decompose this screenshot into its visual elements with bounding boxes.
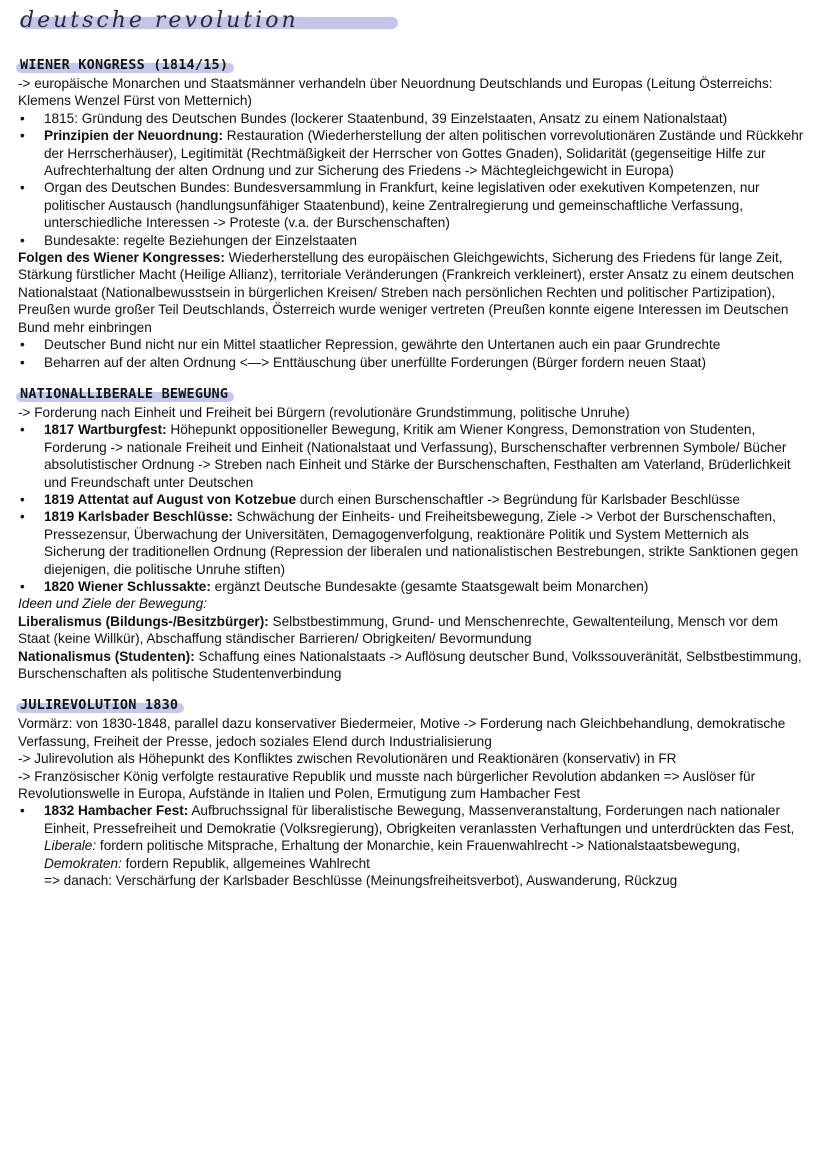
list-item: • 1819 Karlsbader Beschlüsse: Schwächung der Einheits- und Freiheitsbewegung, Ziele -> Verbot der Burschenschaften, Pressezensur, Überwachung der Universitäten, Demagogenverfolgung, reaktionäre Politik und System Metternich als Sicherung der traditionellen Ordnung (Repression der liberalen und nationalistischen Bestrebungen, strikte Sanktionen gegen diejenigen, die politische Unruhe stiften) bbox=[18, 508, 808, 578]
list-item: • Prinzipien der Neuordnung: Restauration (Wiederherstellung der alten politischen vorrevolutionären Zustände und Rückkehr der Herrscherhäuser), Legitimität (Rechtmäßigkeit der Herrscher von Gottes Gnaden), Solidarität (gegenseitige Hilfe zur Aufrechterhaltung der alten Ordnung und zur Sicherung des Friedens -> Mächtegleichgewicht in Europa) bbox=[18, 127, 808, 179]
list-item: • Beharren auf der alten Ordnung <—> Enttäuschung über unerfüllte Forderungen (Bürger fordern neuen Staat) bbox=[18, 354, 808, 371]
section-wiener-kongress bbox=[18, 56, 808, 371]
list-item: • Organ des Deutschen Bundes: Bundesversammlung in Frankfurt, keine legislativen oder exekutiven Kompetenzen, nur politischer Austausch (handlungsunfähiger Staatenbund), keine Zentralregierung und gemeinschaftliche Verfassung, unterschiedliche Interessen -> Proteste (v.a. der Burschenschaften) bbox=[18, 179, 808, 231]
bullet-list bbox=[18, 421, 808, 595]
section-heading: JULIREVOLUTION 1830 bbox=[20, 697, 179, 714]
list-item: • 1832 Hambacher Fest: Aufbruchssignal für liberalistische Bewegung, Massenveranstaltung, Forderungen nach nationaler Einheit, Pressefreiheit und Demokratie (Volksregierung), Obrigkeiten veranlassten Verhaftungen und unterdrückten das Fest, Liberale: fordern politische Mitsprache, Erhaltung der Monarchie, kein Frauenwahlrecht -> Nationalstaatsbewegung, Demokraten: fordern Republik, allgemeines Wahlrecht bbox=[18, 802, 808, 872]
bullet-list bbox=[18, 110, 808, 249]
section-intro: -> Forderung nach Einheit und Freiheit bei Bürgern (revolutionäre Grundstimmung, politische Unruhe) bbox=[18, 404, 630, 420]
bullet-list bbox=[18, 336, 808, 371]
list-item: • 1820 Wiener Schlussakte: ergänzt Deutsche Bundesakte (gesamte Staatsgewalt beim Monarchen) bbox=[18, 578, 808, 595]
list-item: • Deutscher Bund nicht nur ein Mittel staatlicher Repression, gewährte den Untertanen auch ein paar Grundrechte bbox=[18, 336, 808, 353]
document-page bbox=[18, 6, 808, 899]
page-title-wrap bbox=[20, 6, 808, 36]
section-julirevolution bbox=[18, 696, 808, 889]
paragraph-line: -> Französischer König verfolgte restaurative Republik und musste nach bürgerlicher Revolution abdanken => Auslöser für Revolutionswelle in Europa, Aufstände in Italien und Polen, Ermutigung zum Hambacher Fest bbox=[18, 768, 756, 802]
section-nationalliberale-bewegung bbox=[18, 385, 808, 683]
paragraph-line: => danach: Verschärfung der Karlsbader Beschlüsse (Meinungsfreiheitsverbot), Auswanderung, Rückzug bbox=[44, 873, 678, 889]
nationalismus-paragraph: Nationalismus (Studenten): Schaffung eines Nationalstaats -> Auflösung deutscher Bund, Volkssouveränität, Selbstbestimmung, Burschenschaften als politische Studentenverbindung bbox=[18, 648, 802, 681]
list-item: • 1815: Gründung des Deutschen Bundes (lockerer Staatenbund, 39 Einzelstaaten, Ansatz zu einem Nationalstaat) bbox=[18, 110, 808, 127]
list-item: • 1817 Wartburgfest: Höhepunkt oppositioneller Bewegung, Kritik am Wiener Kongress, Demonstration von Studenten, Forderung -> nationale Freiheit und Einheit (Nationalstaat und Verfassung), Burschenschafter verbrennen Symbole/ Bücher absolutistischer Ordnung -> Streben nach Einheit und Stärke der Burschenschaften, Festhalten am Vaterland, Brüderlichkeit und Freundschaft unter Deutschen bbox=[18, 421, 808, 491]
folgen-paragraph: Folgen des Wiener Kongresses: Wiederherstellung des europäischen Gleichgewichts, Sicherung des Friedens für lange Zeit, Stärkung fürstlicher Macht (Heilige Allianz), territoriale Veränderungen (Frankreich verkleinert), erster Ansatz zu einem deutschen Nationalstaat (Nationalbewusstsein in bürgerlichen Kreisen/ Streben nach persönlichen Rechten und politischer Partizipation), Preußen wurde großer Teil Deutschlands, Österreich wurde weniger vertreten (Preußen konnte eigene Interessen im Deutschen Bund mehr einbringen bbox=[18, 250, 794, 335]
paragraph-line: -> Julirevolution als Höhepunkt des Konfliktes zwischen Revolutionären und Reaktionären (konservativ) in FR bbox=[18, 751, 677, 767]
liberalismus-paragraph: Liberalismus (Bildungs-/Besitzbürger): Selbstbestimmung, Grund- und Menschenrechte, Gewaltenteilung, Mensch vor dem Staat (keine Willkür), Abschaffung ständischer Barrieren/ Obrigkeiten/ Bevormundung bbox=[18, 613, 779, 647]
list-item: • Bundesakte: regelte Beziehungen der Einzelstaaten bbox=[18, 232, 808, 249]
page-title: deutsche revolution bbox=[20, 8, 299, 33]
bullet-list bbox=[18, 802, 808, 872]
section-intro: -> europäische Monarchen und Staatsmänner verhandeln über Neuordnung Deutschlands und Europas (Leitung Österreichs: Klemens Wenzel Fürst von Metternich) bbox=[18, 76, 773, 109]
paragraph-line: Vormärz: von 1830-1848, parallel dazu konservativer Biedermeier, Motive -> Forderung nach Gleichbehandlung, demokratische Verfassung, Freiheit der Presse, jedoch soziales Elend durch Industrialisierung bbox=[18, 716, 786, 749]
section-heading: WIENER KONGRESS (1814/15) bbox=[20, 57, 229, 73]
list-item: • 1819 Attentat auf August von Kotzebue durch einen Burschenschaftler -> Begründung für Karlsbader Beschlüsse bbox=[18, 491, 808, 508]
section-heading: NATIONALLIBERALE BEWEGUNG bbox=[20, 385, 229, 402]
ideen-label: Ideen und Ziele der Bewegung: bbox=[18, 596, 207, 612]
